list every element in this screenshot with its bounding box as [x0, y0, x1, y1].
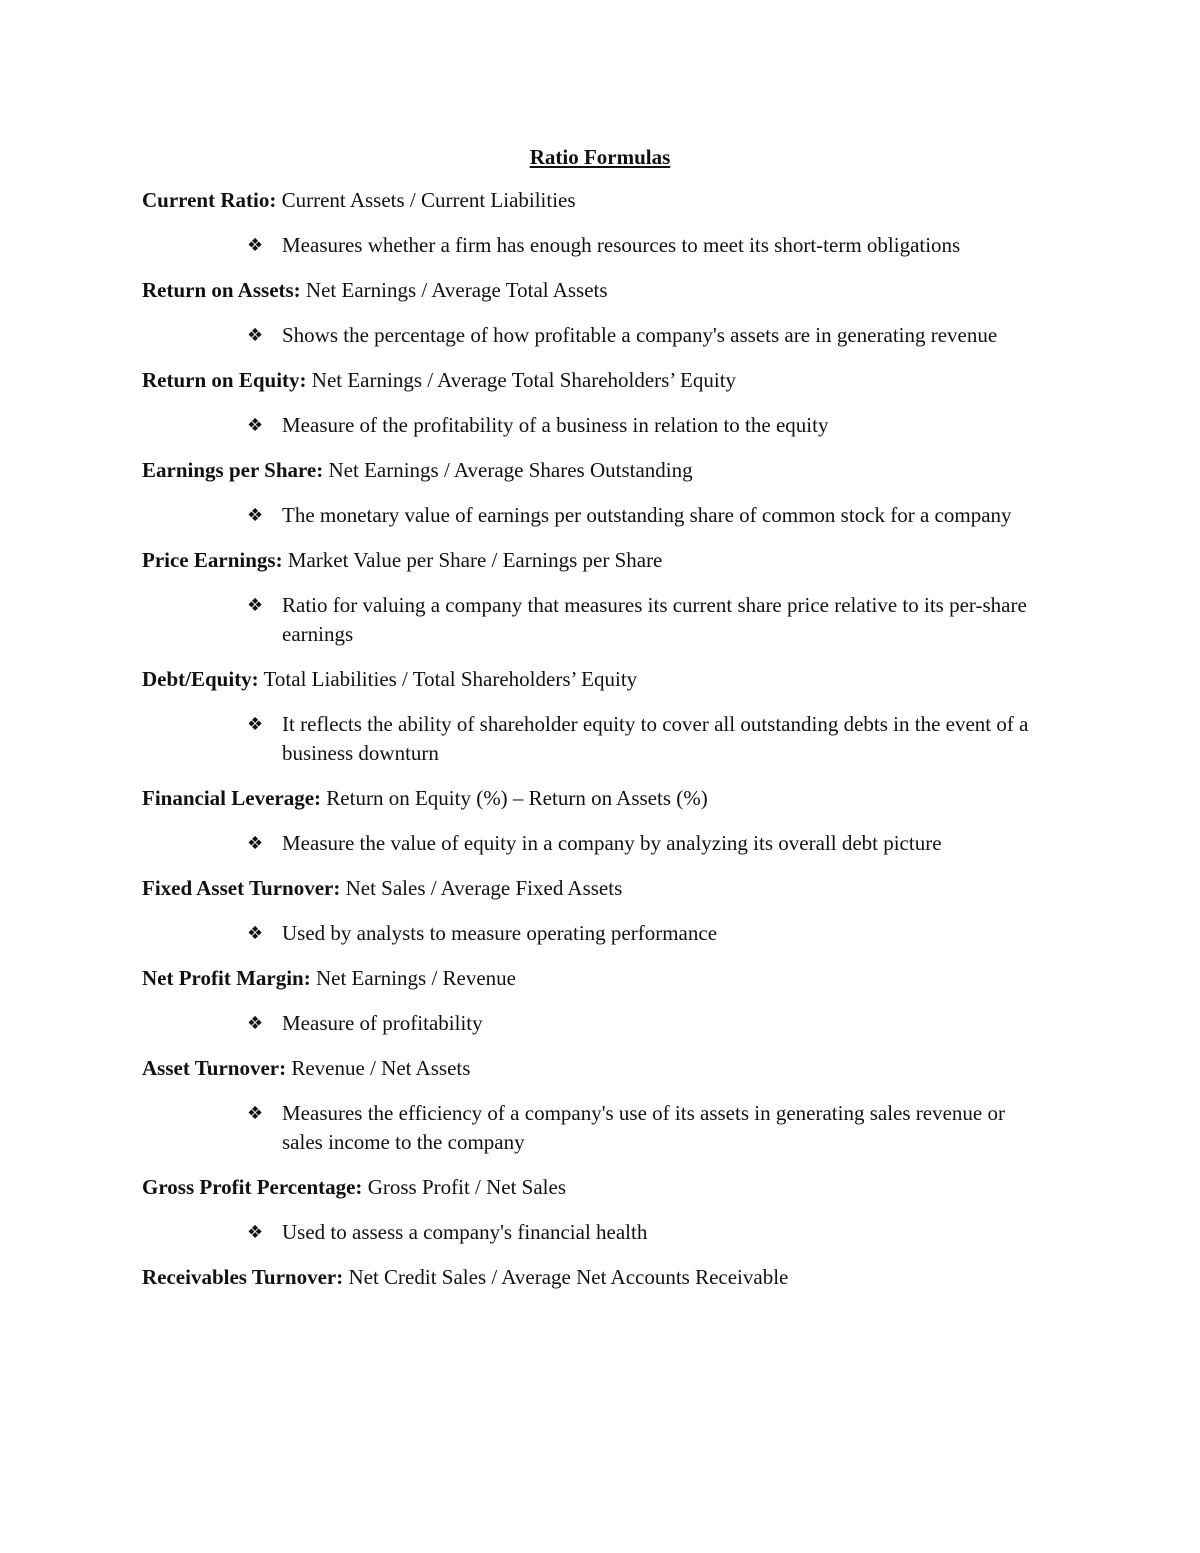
ratio-description: Measure the value of equity in a company by analyzing its overall debt picture [282, 831, 942, 855]
ratio-description: Ratio for valuing a company that measures its current share price relative to its per-share earnings [282, 593, 1027, 646]
diamond-bullet-icon: ❖ [247, 833, 264, 854]
ratio-formula: Net Earnings / Average Shares Outstanding [323, 458, 693, 482]
diamond-bullet-icon: ❖ [247, 714, 264, 735]
diamond-bullet-icon: ❖ [247, 595, 264, 616]
diamond-bullet-icon: ❖ [247, 1013, 264, 1034]
ratio-entry-return-on-equity [142, 366, 1072, 440]
ratio-term: Receivables Turnover: [142, 1265, 344, 1289]
diamond-bullet-icon: ❖ [247, 1103, 264, 1124]
ratio-formula: Net Credit Sales / Average Net Accounts Receivable [343, 1265, 789, 1289]
ratio-formula: Total Liabilities / Total Shareholders’ Equity [258, 667, 638, 691]
ratio-formula-line [142, 546, 1072, 574]
ratio-term: Return on Assets: [142, 278, 301, 302]
ratio-formula: Net Earnings / Average Total Shareholders’ Equity [306, 368, 737, 392]
ratio-description-item [142, 501, 1042, 530]
ratio-formula: Net Sales / Average Fixed Assets [340, 876, 623, 900]
diamond-bullet-icon: ❖ [247, 235, 264, 256]
ratio-description: It reflects the ability of shareholder equity to cover all outstanding debts in the event of a business downturn [282, 712, 1029, 765]
ratio-formula: Gross Profit / Net Sales [362, 1175, 567, 1199]
ratio-description: The monetary value of earnings per outstanding share of common stock for a company [282, 503, 1012, 527]
ratio-description-item [142, 1099, 1042, 1157]
ratio-term: Debt/Equity: [142, 667, 259, 691]
ratio-entry-financial-leverage [142, 784, 1072, 858]
diamond-bullet-icon: ❖ [247, 923, 264, 944]
ratio-formula: Net Earnings / Revenue [310, 966, 516, 990]
ratio-formula: Net Earnings / Average Total Assets [300, 278, 608, 302]
ratio-description-item [142, 829, 1042, 858]
ratio-formula-line [142, 276, 1072, 304]
ratio-entry-asset-turnover [142, 1054, 1072, 1157]
ratio-description: Measure of the profitability of a business in relation to the equity [282, 413, 829, 437]
ratio-entry-price-earnings [142, 546, 1072, 649]
ratio-description-item [142, 1009, 1042, 1038]
ratio-formula-line [142, 784, 1072, 812]
ratio-term: Earnings per Share: [142, 458, 324, 482]
ratio-description-item [142, 710, 1042, 768]
ratio-term: Net Profit Margin: [142, 966, 311, 990]
document-title: Ratio Formulas [529, 145, 671, 169]
ratio-term: Asset Turnover: [142, 1056, 287, 1080]
ratio-entry-net-profit-margin [142, 964, 1072, 1038]
ratio-formula-line [142, 874, 1072, 902]
ratio-description: Measure of profitability [282, 1011, 483, 1035]
ratio-term: Financial Leverage: [142, 786, 322, 810]
ratio-list [142, 186, 1072, 1308]
ratio-formula: Return on Equity (%) – Return on Assets (%) [321, 786, 708, 810]
ratio-formula: Revenue / Net Assets [286, 1056, 471, 1080]
ratio-term: Gross Profit Percentage: [142, 1175, 363, 1199]
ratio-formula-line [142, 456, 1072, 484]
ratio-formula-line [142, 1173, 1072, 1201]
diamond-bullet-icon: ❖ [247, 505, 264, 526]
ratio-term: Fixed Asset Turnover: [142, 876, 341, 900]
ratio-entry-gross-profit-percentage [142, 1173, 1072, 1247]
ratio-description-item [142, 919, 1042, 948]
ratio-description-item [142, 411, 1042, 440]
diamond-bullet-icon: ❖ [247, 1222, 264, 1243]
ratio-entry-return-on-assets [142, 276, 1072, 350]
ratio-description-item [142, 1218, 1042, 1247]
ratio-entry-fixed-asset-turnover [142, 874, 1072, 948]
ratio-formula-line [142, 665, 1072, 693]
ratio-entry-receivables-turnover [142, 1263, 1072, 1291]
ratio-description: Measures whether a firm has enough resources to meet its short-term obligations [282, 233, 961, 257]
ratio-description: Used by analysts to measure operating performance [282, 921, 718, 945]
ratio-formula-line [142, 1263, 1072, 1291]
ratio-description: Used to assess a company's financial health [282, 1220, 648, 1244]
ratio-description-item [142, 231, 1042, 260]
diamond-bullet-icon: ❖ [247, 415, 264, 436]
ratio-formula-line [142, 964, 1072, 992]
diamond-bullet-icon: ❖ [247, 325, 264, 346]
ratio-formula: Market Value per Share / Earnings per Share [282, 548, 663, 572]
ratio-formula: Current Assets / Current Liabilities [276, 188, 576, 212]
ratio-entry-current-ratio [142, 186, 1072, 260]
ratio-term: Price Earnings: [142, 548, 283, 572]
ratio-description: Measures the efficiency of a company's use of its assets in generating sales revenue or sales income to the company [282, 1101, 1005, 1154]
ratio-formula-line [142, 1054, 1072, 1082]
ratio-formula-line [142, 366, 1072, 394]
ratio-term: Return on Equity: [142, 368, 307, 392]
ratio-description: Shows the percentage of how profitable a company's assets are in generating revenue [282, 323, 998, 347]
ratio-description-item [142, 321, 1042, 350]
ratio-description-item [142, 591, 1042, 649]
ratio-entry-debt-equity [142, 665, 1072, 768]
ratio-formula-line [142, 186, 1072, 214]
ratio-entry-earnings-per-share [142, 456, 1072, 530]
ratio-term: Current Ratio: [142, 188, 277, 212]
